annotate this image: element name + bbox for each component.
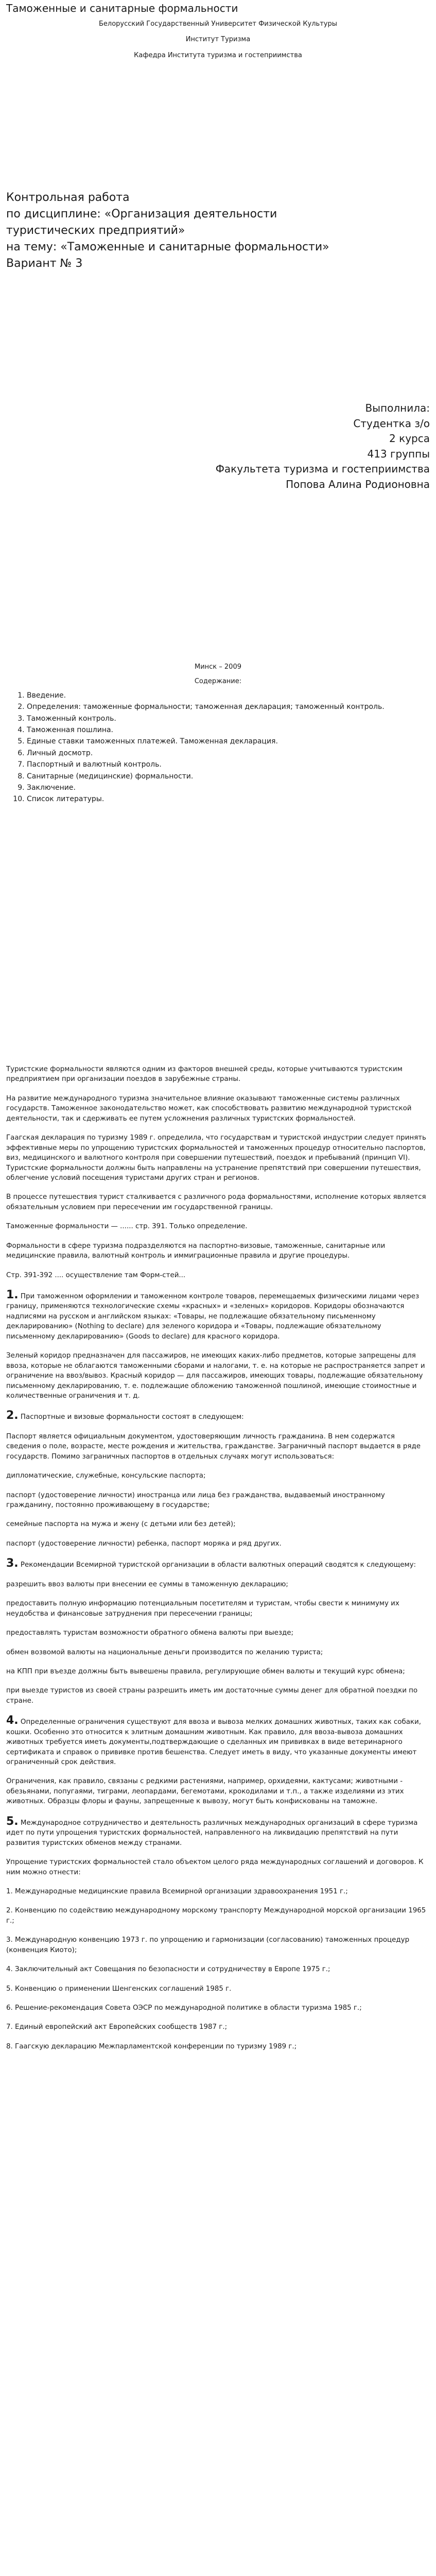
list-item: семейные паспорта на мужа и жену (с детьми или без детей); — [6, 1520, 236, 1529]
paragraph: Стр. 391-392 .... осуществление там Форм-стей... — [6, 1271, 186, 1279]
list-item: разрешить ввоз валюты при внесении ее суммы в таможенную декларацию; — [6, 1580, 288, 1588]
contents-item: 2. Определения: таможенные формальности; таможенная декларация; таможенный контроль. — [27, 701, 430, 713]
list-item: обмен возвомой валюты на национальные деньги производится по желанию туриста; — [6, 1648, 323, 1656]
work-type: Контрольная работа — [6, 191, 130, 204]
section-text: Определенные ограничения существуют для ввоза и вывоза мелких домашних животных, таких как собаки, кошки. Особенно это относится к элитным домашним животным. Как правило, для ввоза-вывоза домашних животных требуется иметь документы,подтверждающие о сделанных им прививках в виде ветеринарного сертификата и справок о прививке против бешенства. Следует иметь в виду, что указанные документы имеют ограниченный срок действия. — [6, 1718, 421, 1766]
list-item: предоставлять туристам возможности обратного обмена валюты при выезде; — [6, 1629, 294, 1637]
section-4 — [6, 1715, 430, 1767]
contents-heading: Содержание: — [194, 677, 242, 686]
university-name: Белорусский Государственный Университет Физической Культуры — [99, 20, 337, 28]
section-number: 3. — [6, 1557, 19, 1570]
section-text: Международное сотрудничество и деятельность различных международных организаций в сфере туризма идет по пути упрощения туристских формальностей, направленного на ликвидацию препятствий на пути развития туристских обменов между странами. — [6, 1819, 418, 1847]
contents-item: 9. Заключение. — [27, 782, 430, 793]
faculty-name: Факультета туризма и гостеприимства — [215, 463, 430, 476]
agreement-item: 5. Конвенцию о применении Шенгенских соглашений 1985 г. — [6, 1985, 232, 1993]
contents-item: 8. Санитарные (медицинские) формальности. — [27, 771, 430, 782]
section-number: 5. — [6, 1815, 19, 1828]
paragraph: На развитие международного туризма значительное влияние оказывают таможенные системы различных государств. Таможенное законодательство может, как способствовать развитию международной туристской деятельности, так и сдерживать ее путем усложнения различных туристских формальностей. — [6, 1094, 412, 1123]
list-item: при выезде туристов из своей страны разрешить иметь им достаточные суммы денег для обратной поездки по стране. — [6, 1687, 418, 1705]
contents-item: 1. Введение. — [27, 690, 430, 701]
department-name: Кафедра Института туризма и гостеприимства — [134, 51, 302, 59]
agreement-item: 3. Международную конвенцию 1973 г. по упрощению и гармонизации (согласованию) таможенных процедур (конвенция Киото); — [6, 1936, 410, 1954]
contents-item: 5. Единые ставки таможенных платежей. Таможенная декларация. — [27, 736, 430, 747]
section-5 — [6, 1816, 430, 1848]
contents — [6, 663, 430, 805]
contents-item: 10. Список литературы. — [27, 793, 430, 805]
contents-item: 3. Таможенный контроль. — [27, 713, 430, 724]
agreement-item: 7. Единый европейский акт Европейских сообществ 1987 г.; — [6, 2023, 228, 2031]
contents-item: 4. Таможенная пошлина. — [27, 724, 430, 736]
paragraph: Паспорт является официальным документом, удостоверяющим личность гражданина. В нем содержатся сведения о поле, возрасте, месте рождения и жительства, гражданстве. Заграничный паспорт выдается в ряде государств. Помимо заграничных паспортов в отдельных случаях могут использоваться: — [6, 1432, 421, 1461]
agreement-item: 8. Гаагскую декларацию Межпарламентской конференции по туризму 1989 г.; — [6, 2042, 297, 2050]
student-status: Студентка з/о — [353, 417, 430, 430]
list-item: паспорт (удостоверение личности) иностранца или лица без гражданства, выдаваемый иностранному гражданину, постоянно проживающему в государстве; — [6, 1491, 385, 1509]
student-course: 2 курса — [389, 432, 430, 445]
section-1 — [6, 1290, 430, 1342]
paragraph: Таможенные формальности — ...... стр. 391. Только определение. — [6, 1223, 248, 1231]
body-text — [6, 1064, 430, 2052]
section-text: Рекомендации Всемирной туристской организации в области валютных операций сводятся к следующему: — [18, 1561, 416, 1569]
paragraph: В процессе путешествия турист сталкивается с различного рода формальностями, исполнение которых является обязательным условием при пересечении им государственной границы. — [6, 1193, 426, 1211]
section-number: 4. — [6, 1714, 19, 1727]
paragraph: Формальности в сфере туризма подразделяются на паспортно-визовые, таможенные, санитарные или медицинские правила, валютный контроль и иммиграционные правила и другие процедуры. — [6, 1242, 386, 1260]
discipline-line-1: по дисциплине: «Организация деятельности — [6, 207, 277, 221]
institute-name: Институт Туризма — [185, 36, 251, 44]
section-2 — [6, 1410, 430, 1422]
section-3 — [6, 1558, 430, 1570]
paragraph: Зеленый коридор предназначен для пассажиров, не имеющих каких-либо предметов, которые запрещены для ввоза, которые не облагаются таможенными сборами и налогами, т. е. на которые не распространяется запрет и ограничение на ввоз/вывоз. Красный коридор — для пассажиров, имеющих товары, подлежащие обязательному письменному декларированию, т. е. подлежащие обложению таможенной пошлиной, имеющие стоимостные и количественные ограничения и т. д. — [6, 1352, 425, 1400]
author-block — [6, 401, 430, 493]
intro-paragraph: Туристские формальности являются одним из факторов внешней среды, которые учитываются туристским предприятием при организации поездов в зарубежные страны. — [6, 1065, 403, 1083]
page-title: Таможенные и санитарные формальности — [6, 2, 238, 14]
section-text: Паспортные и визовые формальности состоят в следующем: — [18, 1413, 244, 1421]
agreement-item: 4. Заключительный акт Совещания по безопасности и сотрудничеству в Европе 1975 г.; — [6, 1965, 330, 1974]
done-by-label: Выполнила: — [365, 402, 430, 414]
agreement-item: 1. Международные медицинские правила Всемирной организации здравоохранения 1951 г.; — [6, 1887, 348, 1895]
city-year: Минск – 2009 — [194, 663, 241, 671]
agreement-item: 6. Решение-рекомендация Совета ОЭСР по международной политике в области туризма 1985 г.; — [6, 2004, 362, 2012]
paragraph: Ограничения, как правило, связаны с редкими растениями, например, орхидеями, кактусами; животными - обезьянами, попугаями, тиграми, леопардами, бегемотами, крокодилами и т.п., а также изделиями из этих животных. Образцы флоры и фауны, запрещенные к вывозу, могут быть конфискованы на таможне. — [6, 1777, 404, 1806]
list-item: паспорт (удостоверение личности) ребенка, паспорт моряка и ряд других. — [6, 1539, 282, 1548]
agreement-item: 2. Конвенцию по содействию международному морскому транспорту Международной морской организации 1965 г.; — [6, 1907, 426, 1925]
variant: Вариант № 3 — [6, 257, 83, 270]
header — [6, 2, 430, 60]
list-item: на КПП при въезде должны быть вывешены правила, регулирующие обмен валюты и текущий курс обмена; — [6, 1667, 405, 1675]
student-group: 413 группы — [367, 447, 430, 460]
section-number: 1. — [6, 1289, 19, 1301]
list-item: дипломатические, служебные, консульские паспорта; — [6, 1472, 206, 1480]
section-number: 2. — [6, 1409, 19, 1422]
section-text: При таможенном оформлении и таможенном контроле товаров, перемещаемых физическими лицами через границу, применяются технологические схемы «красных» и «зеленых» коридоров. Коридоры обозначаются надписями на русском и английском языках: «Товары, не подлежащие обязательному письменному декларированию» (Nothing to declare) для зеленого коридора и «Товары, подлежащие обязательному письменному декларированию» (Goods to declare) для красного коридора. — [6, 1293, 420, 1341]
title-block — [6, 190, 430, 272]
contents-item: 6. Личный досмотр. — [27, 748, 430, 759]
work-topic: на тему: «Таможенные и санитарные формальности» — [6, 240, 329, 253]
discipline-line-2: туристических предприятий» — [6, 224, 185, 237]
contents-list — [6, 690, 430, 805]
paragraph: Гаагская декларация по туризму 1989 г. определила, что государствам и туристской индустрии следует принять эффективные меры по упрощению туристских формальностей и таможенных процедур относительно паспортов, виз, медицинского и валютного контроля при совершении путешествий, поездок и пребываний (принцип VI). Туристские формальности должны быть направлены на устранение препятствий при совершении путешествия, облегчение условий посещения туристами других стран и регионов. — [6, 1134, 426, 1182]
list-item: предоставить полную информацию потенциальным посетителям и туристам, чтобы свести к минимуму их неудобства и финансовые затруднения при пересечении границы; — [6, 1600, 399, 1618]
paragraph: Упрощение туристских формальностей стало объектом целого ряда международных соглашений и договоров. К ним можно отнести: — [6, 1858, 424, 1876]
student-name: Попова Алина Родионовна — [286, 478, 430, 490]
contents-item: 7. Паспортный и валютный контроль. — [27, 759, 430, 770]
